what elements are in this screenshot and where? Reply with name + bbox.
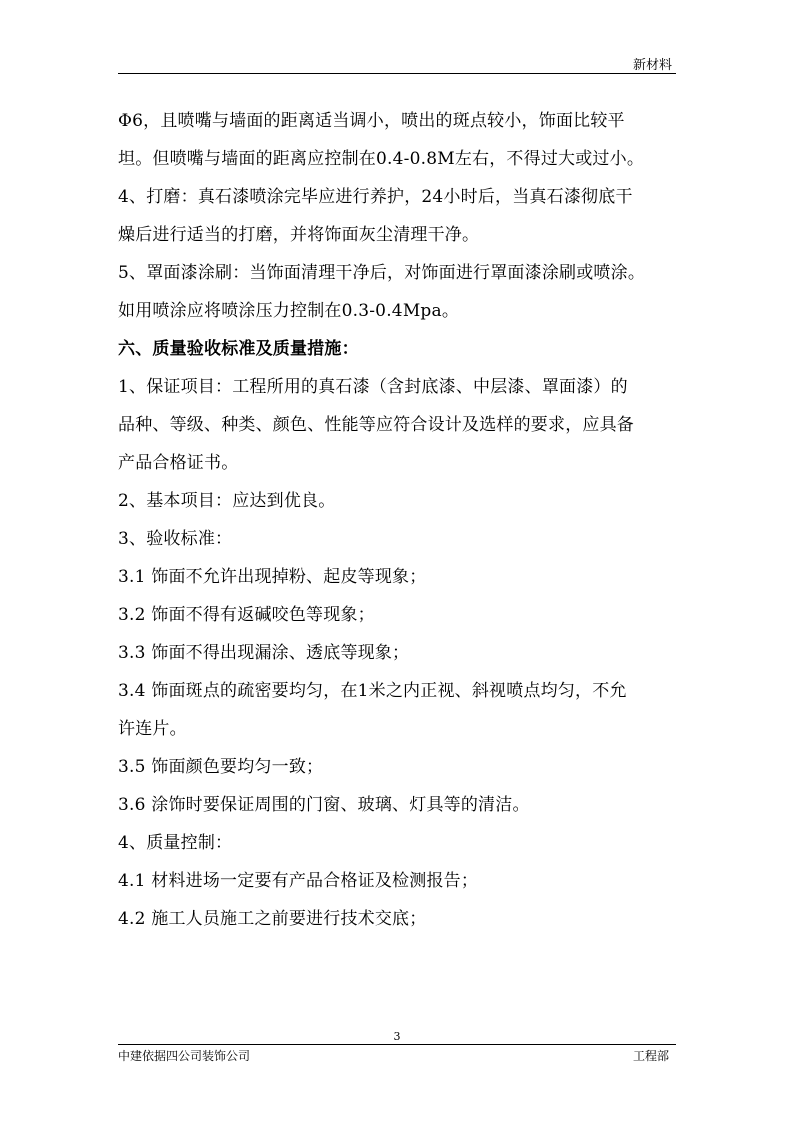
header-rule bbox=[118, 73, 676, 74]
text-line: 1、保证项目：工程所用的真石漆（含封底漆、中层漆、罩面漆）的 bbox=[118, 377, 628, 397]
text-line: 品种、等级、种类、颜色、性能等应符合设计及选样的要求，应具备 bbox=[118, 415, 634, 435]
text-line: 4.1 材料进场一定要有产品合格证及检测报告； bbox=[118, 871, 479, 891]
text-line: 3.1 饰面不允许出现掉粉、起皮等现象； bbox=[118, 567, 427, 587]
footer-department: 工程部 bbox=[632, 1049, 669, 1063]
text-line: 4、打磨：真石漆喷涂完毕应进行养护，24小时后，当真石漆彻底干 bbox=[118, 187, 633, 207]
text-line: 3.4 饰面斑点的疏密要均匀，在1米之内正视、斜视喷点均匀，不允 bbox=[118, 681, 627, 701]
text-line: 产品合格证书。 bbox=[118, 453, 239, 473]
footer-company: 中建依据四公司装饰公司 bbox=[118, 1049, 251, 1063]
text-line: 5、罩面漆涂刷：当饰面清理干净后，对饰面进行罩面漆涂刷或喷涂。 bbox=[118, 263, 646, 283]
text-line: 3、验收标准： bbox=[118, 529, 233, 549]
text-line: 4.2 施工人员施工之前要进行技术交底； bbox=[118, 909, 427, 929]
page-number: 3 bbox=[393, 1030, 401, 1043]
text-line: 3.2 饰面不得有返碱咬色等现象； bbox=[118, 605, 375, 625]
body-text bbox=[118, 102, 678, 938]
text-line: 许连片。 bbox=[118, 719, 187, 739]
text-line: 3.6 涂饰时要保证周围的门窗、玻璃、灯具等的清洁。 bbox=[118, 795, 530, 815]
text-line: 如用喷涂应将喷涂压力控制在0.3-0.4Mpa。 bbox=[118, 301, 460, 321]
text-line: 坦。但喷嘴与墙面的距离应控制在0.4-0.8M左右，不得过大或过小。 bbox=[118, 149, 645, 169]
section-heading: 六、质量验收标准及质量措施： bbox=[118, 339, 359, 359]
text-line: 4、质量控制： bbox=[118, 833, 233, 853]
text-line: Φ6，且喷嘴与墙面的距离适当调小，喷出的斑点较小，饰面比较平 bbox=[118, 111, 625, 131]
header-label: 新材料 bbox=[632, 58, 672, 73]
text-line: 3.5 饰面颜色要均匀一致； bbox=[118, 757, 324, 777]
text-line: 燥后进行适当的打磨，并将饰面灰尘清理干净。 bbox=[118, 225, 480, 245]
text-line: 2、基本项目：应达到优良。 bbox=[118, 491, 336, 511]
text-line: 3.3 饰面不得出现漏涂、透底等现象； bbox=[118, 643, 410, 663]
footer-rule bbox=[118, 1044, 676, 1045]
